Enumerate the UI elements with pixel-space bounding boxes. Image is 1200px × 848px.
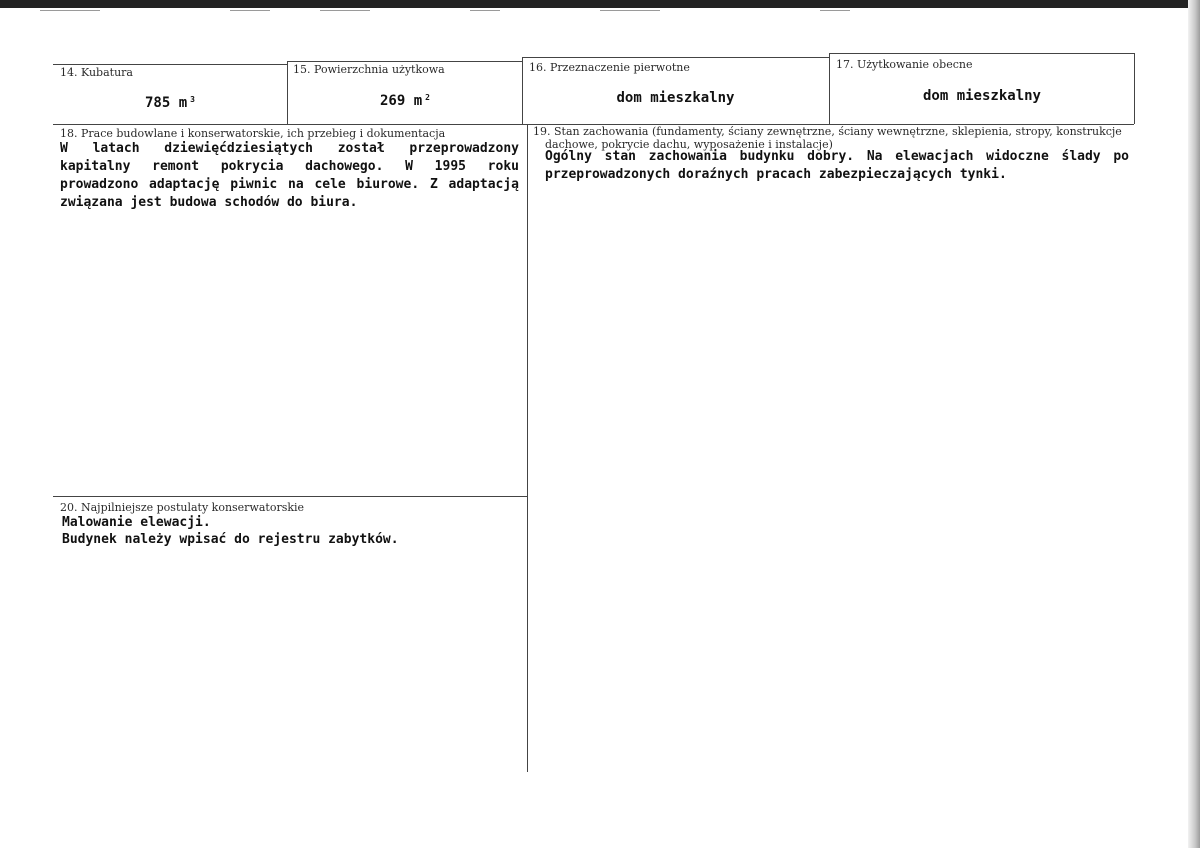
uzytkowanie-label: 17. Użytkowanie obecne [836, 58, 973, 71]
form-line [830, 53, 1134, 54]
powierzchnia-unit-exponent: 2 [425, 93, 430, 102]
postulaty-line-2: Budynek należy wpisać do rejestru zabytków. [62, 532, 399, 547]
scan-top-border [0, 0, 1200, 8]
scan-dash [820, 10, 850, 11]
przeznaczenie-label: 16. Przeznaczenie pierwotne [529, 61, 690, 74]
form-line [1134, 53, 1135, 124]
scan-dash [600, 10, 660, 11]
uzytkowanie-value: dom mieszkalny [922, 88, 1041, 104]
prace-label: 18. Prace budowlane i konserwatorskie, ich przebieg i dokumentacja [60, 127, 446, 140]
scan-dash [470, 10, 500, 11]
form-line [53, 64, 288, 65]
powierzchnia-label: 15. Powierzchnia użytkowa [293, 63, 445, 76]
form-line [288, 61, 522, 62]
postulaty-line-1: Malowanie elewacji. [62, 515, 211, 530]
form-line [522, 57, 830, 58]
przeznaczenie-value: dom mieszkalny [616, 90, 735, 106]
scan-dash [230, 10, 270, 11]
scan-dash [320, 10, 370, 11]
stan-label-line2: dachowe, pokrycie dachu, wyposażenie i instalacje) [545, 138, 833, 151]
form-line [53, 496, 527, 497]
kubatura-value: 785 m $^3$ [145, 95, 195, 111]
scan-right-edge [1188, 0, 1200, 848]
stan-label-line1: 19. Stan zachowania (fundamenty, ściany zewnętrzne, ściany wewnętrzne, sklepienia, stropy, konstrukcje [533, 125, 1122, 138]
kubatura-unit-exponent: 3 [190, 95, 195, 104]
stan-text: Ogólny stan zachowania budynku dobry. Na elewacjach widoczne ślady po przeprowadzonych doraźnych pracach zabezpieczających tynki. [545, 149, 1129, 182]
postulaty-label: 20. Najpilniejsze postulaty konserwatorskie [60, 501, 305, 514]
form-line [527, 124, 528, 772]
powierzchnia-value: 269 m $^2$ [380, 93, 430, 109]
kubatura-label: 14. Kubatura [60, 66, 133, 79]
scan-dash [40, 10, 100, 11]
prace-text: W latach dziewięćdziesiątych został przeprowadzony kapitalny remont pokrycia dachowego. W 1995 roku prowadzono adaptację piwnic na cele biurowe. Z adaptacją związana jest budowa schodów do biura. [60, 141, 519, 210]
